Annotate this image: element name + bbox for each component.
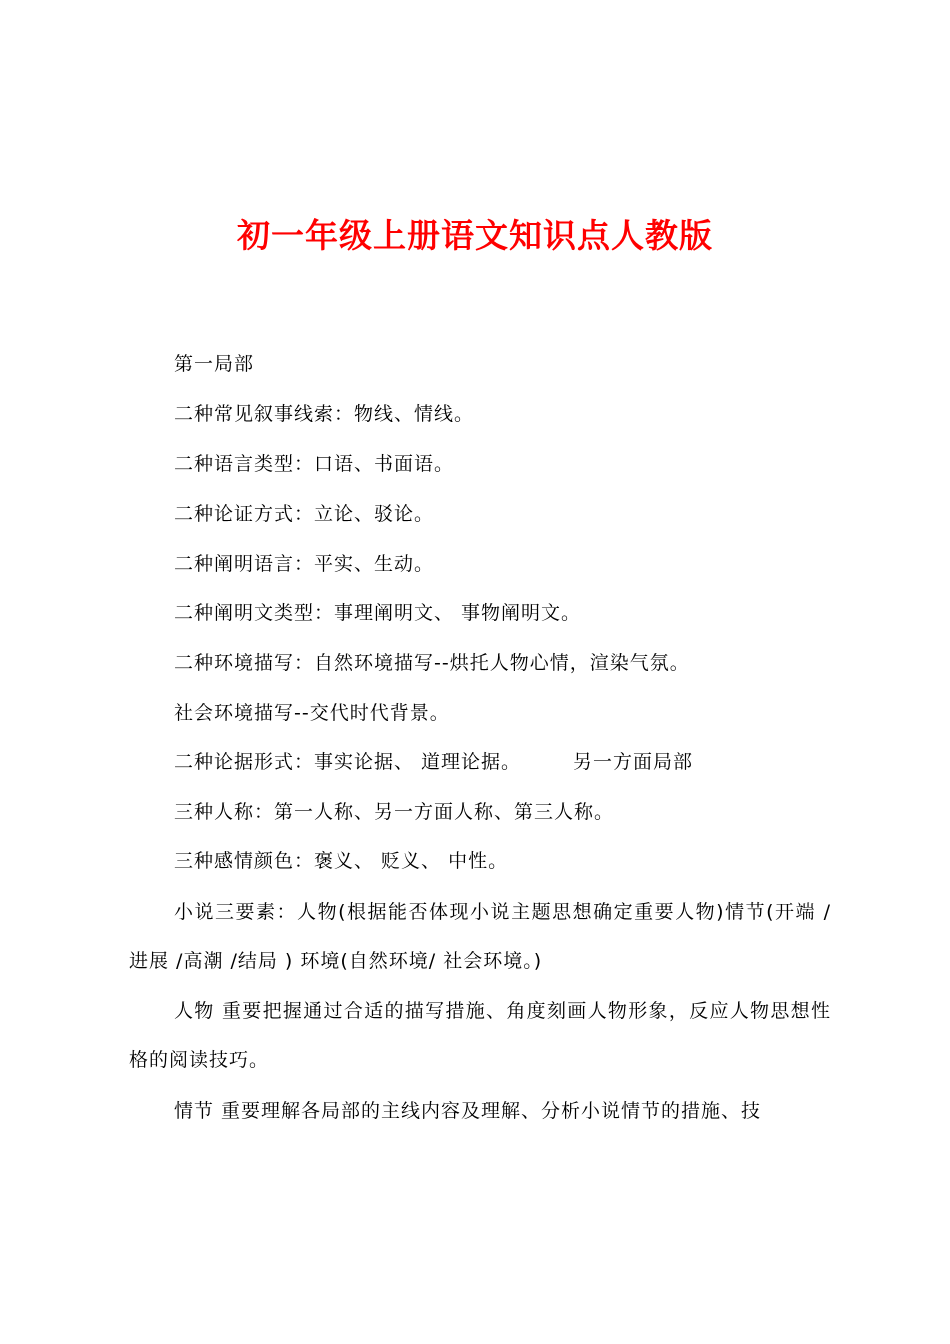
text-line: 二种语言类型：口语、书面语。 bbox=[174, 453, 455, 475]
section-heading: 第一局部 bbox=[174, 353, 255, 375]
text-line: 二种论证方式：立论、驳论。 bbox=[174, 503, 435, 525]
paragraph: 情节 重要理解各局部的主线内容及理解、分析小说情节的措施、技 bbox=[174, 1100, 762, 1122]
text-line: 二种环境描写：自然环境描写--烘托人物心情，渲染气氛。 bbox=[174, 652, 690, 674]
paragraph: 人物 重要把握通过合适的描写措施、角度刻画人物形象，反应人物思想性格的阅读技巧。 bbox=[129, 1000, 831, 1071]
text-line: 三种人称：第一人称、另一方面人称、第三人称。 bbox=[174, 801, 615, 823]
text-line: 二种阐明文类型：事理阐明文、 事物阐明文。 bbox=[174, 602, 582, 624]
text-line-main: 二种论据形式：事实论据、 道理论据。 bbox=[174, 751, 522, 773]
paragraph: 小说三要素：人物(根据能否体现小说主题思想确定重要人物)情节(开端 /进展 /高潮 /结局 ) 环境(自然环境/ 社会环境。) bbox=[129, 901, 831, 972]
text-line bbox=[174, 747, 693, 777]
section-heading-inline: 另一方面局部 bbox=[573, 751, 694, 773]
text-line: 二种阐明语言：平实、生动。 bbox=[174, 553, 435, 575]
text-line: 三种感情颜色：褒义、 贬义、 中性。 bbox=[174, 850, 509, 872]
text-line: 社会环境描写--交代时代背景。 bbox=[174, 702, 450, 724]
text-line: 二种常见叙事线索：物线、情线。 bbox=[174, 403, 475, 425]
document-title: 初一年级上册语文知识点人教版 bbox=[237, 216, 713, 255]
